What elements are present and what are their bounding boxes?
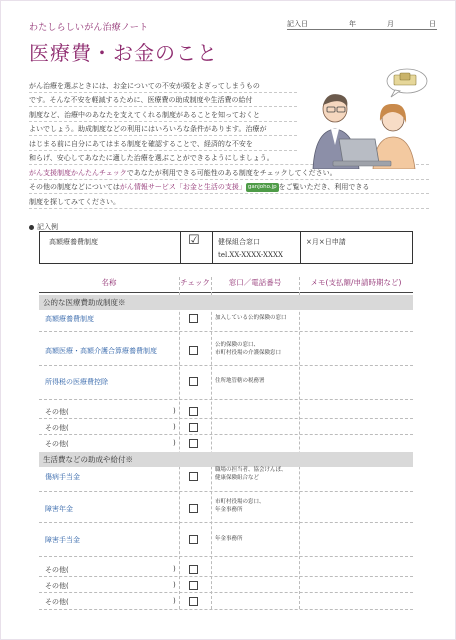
bullet-dot	[29, 225, 34, 230]
row-line	[39, 609, 413, 610]
close-paren: )	[173, 439, 176, 447]
row-name-other	[45, 565, 176, 575]
row-name-other	[45, 597, 176, 607]
section-band	[39, 452, 413, 467]
close-paren: )	[173, 581, 176, 589]
intro-line-tail: をご覧いただき、利用できる	[278, 183, 370, 192]
row-line	[39, 399, 413, 400]
close-paren: )	[173, 597, 176, 605]
example-contact: 健保組合窓口	[218, 238, 260, 246]
check-tool-link[interactable]: がん支援制度かんたんチェック	[29, 169, 127, 177]
row-name: 高額療養費制度	[45, 315, 94, 323]
other-label: その他(	[45, 440, 69, 448]
header-contact: 窓口／電話番号	[228, 278, 282, 287]
row-checkbox[interactable]	[189, 565, 198, 574]
row-contact-line: 職場の担当者、協会けんぽ、	[215, 467, 287, 473]
row-checkbox[interactable]	[189, 535, 198, 544]
intro-line: 和らげ、安心してあなたに適した治療を選ぶことができるようにしましょう。	[29, 154, 274, 163]
other-label: その他(	[45, 598, 69, 606]
example-label-text: 記入例	[37, 223, 58, 231]
row-line	[39, 592, 413, 593]
row-contact-line: 市町村役場の窓口、	[215, 499, 265, 505]
row-contact-line: 健康保険組合など	[215, 474, 260, 481]
header-check: チェック	[180, 278, 210, 287]
row-checkbox[interactable]	[189, 407, 198, 416]
row-line	[39, 491, 413, 492]
example-tel: tel.XX-XXXX-XXXX	[218, 251, 283, 259]
row-contact	[215, 499, 265, 514]
row-name-other	[45, 439, 176, 449]
row-checkbox[interactable]	[189, 439, 198, 448]
section-band	[39, 295, 413, 310]
month-label: 月	[387, 20, 394, 28]
example-divider	[212, 232, 213, 263]
intro-line: はじまる前に自分にあてはまる制度を確認することで、経済的な不安を	[29, 139, 253, 148]
close-paren: )	[173, 407, 176, 415]
intro-line-head: その他の制度などについては	[29, 183, 120, 192]
row-checkbox[interactable]	[189, 423, 198, 432]
intro-text-continued	[29, 166, 431, 209]
row-line	[39, 576, 413, 577]
row-contact-line: 市町村役場の介護保険窓口	[215, 349, 282, 356]
intro-line: 制度を探してみてください。	[29, 197, 120, 206]
row-contact	[215, 342, 281, 357]
entry-date-label: 記入日	[287, 20, 308, 28]
row-name: 所得税の医療費控除	[45, 378, 108, 386]
row-name: 障害年金	[45, 505, 73, 513]
other-label: その他(	[45, 408, 69, 416]
row-checkbox[interactable]	[189, 597, 198, 606]
row-checkbox[interactable]	[189, 504, 198, 513]
table-header	[39, 277, 413, 291]
close-paren: )	[173, 423, 176, 431]
row-line	[39, 556, 413, 557]
row-checkbox[interactable]	[189, 472, 198, 481]
row-name: 障害手当金	[45, 536, 80, 544]
intro-text	[29, 79, 297, 165]
service-link[interactable]: がん情報サービス「お金と生活の支援」	[119, 183, 246, 192]
row-name: 傷病手当金	[45, 473, 80, 481]
consultation-illustration	[301, 65, 433, 169]
entry-date-line	[287, 29, 437, 30]
row-contact: 加入している公的保険の窓口	[215, 315, 287, 321]
row-contact: 住所地管轄の税務署	[215, 378, 265, 384]
row-name-other	[45, 407, 176, 417]
row-line	[39, 365, 413, 366]
intro-line: よいでしょう。助成制度などの利用にはいろいろな条件があります。治療が	[29, 125, 267, 134]
intro-line: です。そんな不安を軽減するために、医療費の助成制度や生活費の給付	[29, 96, 253, 105]
row-checkbox[interactable]	[189, 581, 198, 590]
intro-line: 制度など、治療中のあなたを支えてくれる制度があることを知っておくと	[29, 110, 260, 119]
row-contact-line: 年金事務所	[215, 506, 243, 513]
series-title: わたしらしいがん治療ノート	[29, 23, 149, 33]
example-box	[39, 231, 413, 264]
row-checkbox[interactable]	[189, 314, 198, 323]
ganjoho-badge[interactable]: ganjoho.jp	[247, 183, 277, 190]
column-divider	[179, 277, 180, 609]
close-paren: )	[173, 565, 176, 573]
section-title: 公的な医療費助成制度※	[43, 298, 126, 307]
intro-line-tail: であなたが利用できる可能性のある制度をチェックしてください。	[126, 169, 337, 177]
example-memo: ×月×日申請	[306, 238, 346, 246]
example-divider	[180, 232, 181, 263]
intro-line	[29, 180, 431, 194]
row-contact	[215, 467, 287, 482]
row-line	[39, 331, 413, 332]
example-name: 高額療養費制度	[49, 238, 98, 246]
row-checkbox[interactable]	[189, 377, 198, 386]
day-label: 日	[429, 20, 436, 28]
column-divider	[299, 277, 300, 609]
other-label: その他(	[45, 424, 69, 432]
row-line	[39, 418, 413, 419]
year-label: 年	[349, 20, 356, 28]
section-title: 生活費などの助成や給付※	[43, 455, 133, 464]
row-contact-line: 公的保険の窓口、	[215, 342, 260, 348]
row-name: 高額医療・高額介護合算療養費制度	[45, 347, 157, 355]
example-check-mark: ☑	[188, 233, 200, 248]
header-name: 名称	[101, 278, 117, 287]
header-rule	[39, 292, 413, 293]
row-line	[39, 522, 413, 523]
header-memo: メモ(支払額/申請時期など)	[310, 278, 402, 287]
row-contact: 年金事務所	[215, 536, 243, 542]
column-divider	[211, 277, 212, 609]
other-label: その他(	[45, 566, 69, 574]
example-divider	[300, 232, 301, 263]
row-name-other	[45, 581, 176, 591]
other-label: その他(	[45, 582, 69, 590]
row-checkbox[interactable]	[189, 346, 198, 355]
page-title: 医療費・お金のこと	[29, 41, 218, 65]
row-line	[39, 434, 413, 435]
intro-line: がん治療を選ぶときには、お金についての不安が頭をよぎってしまうもの	[29, 82, 260, 90]
row-name-other	[45, 423, 176, 433]
